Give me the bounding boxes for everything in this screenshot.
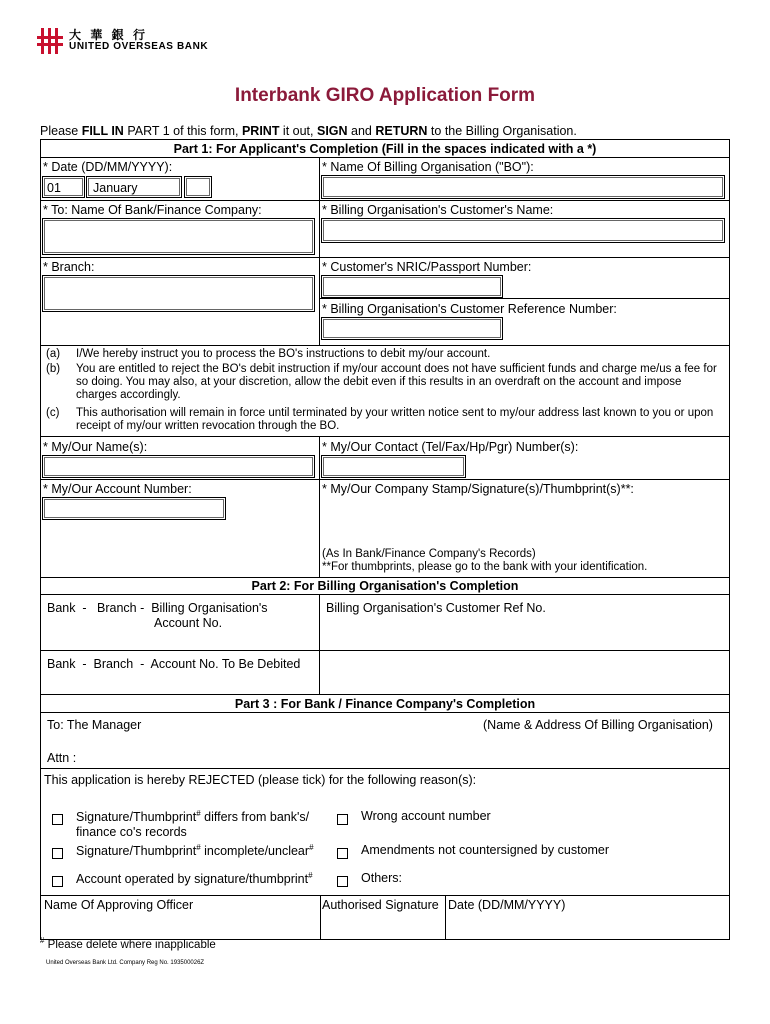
part3-heading: Part 3 : For Bank / Finance Company's Completion: [234, 697, 536, 711]
names-field[interactable]: [42, 455, 315, 478]
term-a-marker: (a): [46, 348, 61, 360]
date-year-field[interactable]: [184, 176, 212, 198]
ref-number-label: * Billing Organisation's Customer Reference Number:: [322, 302, 617, 316]
nric-field[interactable]: [321, 275, 503, 298]
reason-signature-incomplete: Signature/Thumbprint# incomplete/unclear#: [76, 842, 314, 858]
debited-account-label: Bank - Branch - Account No. To Be Debited: [47, 657, 301, 671]
checkbox-wrong-account[interactable]: [337, 814, 348, 825]
checkbox-signature-incomplete[interactable]: [52, 848, 63, 859]
reason-signature-differs: Signature/Thumbprint# differs from bank's/ finance co's records: [76, 808, 310, 839]
term-a-text: I/We hereby instruct you to process the BO's instructions to debit my/our account.: [76, 348, 491, 360]
billing-org-field[interactable]: [321, 175, 725, 199]
date-day-field[interactable]: [42, 176, 85, 198]
nric-label: * Customer's NRIC/Passport Number:: [322, 260, 532, 274]
company-reg: United Overseas Bank Ltd. Company Reg No. 193500026Z: [46, 960, 205, 966]
bo-account-label: [47, 601, 268, 630]
term-c-text: This authorisation will remain in force until terminated by your written notice sent to my/our address last known to you or upon receipt of my/our written revocation through the BO.: [76, 407, 714, 432]
customer-name-label: * Billing Organisation's Customer's Name:: [322, 203, 554, 217]
to-manager-label: To: The Manager: [47, 718, 142, 732]
contact-field[interactable]: [321, 455, 466, 478]
part1-heading: Part 1: For Applicant's Completion (Fill in the spaces indicated with a *): [173, 142, 597, 156]
account-label: * My/Our Account Number:: [43, 482, 192, 496]
form-title: Interbank GIRO Application Form: [234, 85, 536, 106]
reason-wrong-account: Wrong account number: [361, 809, 491, 823]
checkbox-others[interactable]: [337, 876, 348, 887]
uob-logo-icon: [37, 28, 63, 54]
checkbox-account-operated[interactable]: [52, 876, 63, 887]
bo-account-label-line2: Account No.: [154, 616, 223, 630]
term-c-marker: (c): [46, 407, 60, 419]
form-instruction: Please FILL IN PART 1 of this form, PRINT it out, SIGN and RETURN to the Billing Organisation.: [40, 124, 577, 138]
checkbox-signature-differs[interactable]: [52, 814, 63, 825]
stamp-area[interactable]: [321, 498, 726, 546]
date-month-field[interactable]: [86, 176, 182, 198]
bank-name-field[interactable]: [42, 218, 315, 255]
contact-label: * My/Our Contact (Tel/Fax/Hp/Pgr) Number(s):: [322, 440, 579, 454]
part2-heading: Part 2: For Billing Organisation's Completion: [251, 579, 519, 593]
reason-others: Others:: [361, 871, 402, 885]
stamp-note-records: (As In Bank/Finance Company's Records): [322, 548, 536, 560]
names-label: * My/Our Name(s):: [43, 440, 148, 454]
attn-label: Attn :: [47, 751, 77, 765]
stamp-label: * My/Our Company Stamp/Signature(s)/Thumbprint(s)**:: [322, 482, 634, 496]
account-field[interactable]: [42, 497, 226, 520]
term-b-marker: (b): [46, 363, 61, 375]
approving-officer-label: Name Of Approving Officer: [44, 898, 194, 912]
customer-name-field[interactable]: [321, 218, 725, 243]
date-day-value: 01: [47, 181, 61, 195]
approval-date-label: Date (DD/MM/YYYY): [448, 898, 566, 912]
checkbox-amendments[interactable]: [337, 848, 348, 859]
bank-name: UNITED OVERSEAS BANK: [69, 41, 209, 52]
stamp-note-thumbprints: **For thumbprints, please go to the bank with your identification.: [322, 561, 648, 573]
authorised-signature-label: Authorised Signature: [322, 898, 439, 912]
bank-logo: [37, 28, 63, 54]
billing-org-label: * Name Of Billing Organisation ("BO"):: [322, 160, 534, 174]
ref-number-field[interactable]: [321, 317, 503, 340]
branch-label: * Branch:: [43, 260, 95, 274]
bo-ref-label: Billing Organisation's Customer Ref No.: [326, 601, 546, 615]
reason-account-operated: Account operated by signature/thumbprint#: [76, 870, 313, 886]
date-label: * Date (DD/MM/YYYY):: [43, 160, 173, 174]
reason-amendments: Amendments not countersigned by customer: [361, 843, 610, 857]
name-address-label: (Name & Address Of Billing Organisation): [483, 718, 713, 732]
term-b-text: You are entitled to reject the BO's debit instruction if my/our account does not have sufficient funds and charge me/us a fee for so doing. You may also, at your discretion, allow the debit even if this results in an overdraft on the account and impose charges accordingly.: [76, 363, 717, 401]
bank-chinese-name: 大 華 銀 行: [69, 28, 149, 42]
rejected-label: This application is hereby REJECTED (please tick) for the following reason(s):: [44, 773, 477, 787]
date-month-value: January: [93, 181, 138, 195]
delete-note: # Please delete where inapplicable: [40, 936, 216, 951]
bank-name-label: * To: Name Of Bank/Finance Company:: [43, 203, 262, 217]
bo-account-label-line1: Bank - Branch - Billing Organisation's: [47, 601, 268, 615]
branch-field[interactable]: [42, 275, 315, 312]
